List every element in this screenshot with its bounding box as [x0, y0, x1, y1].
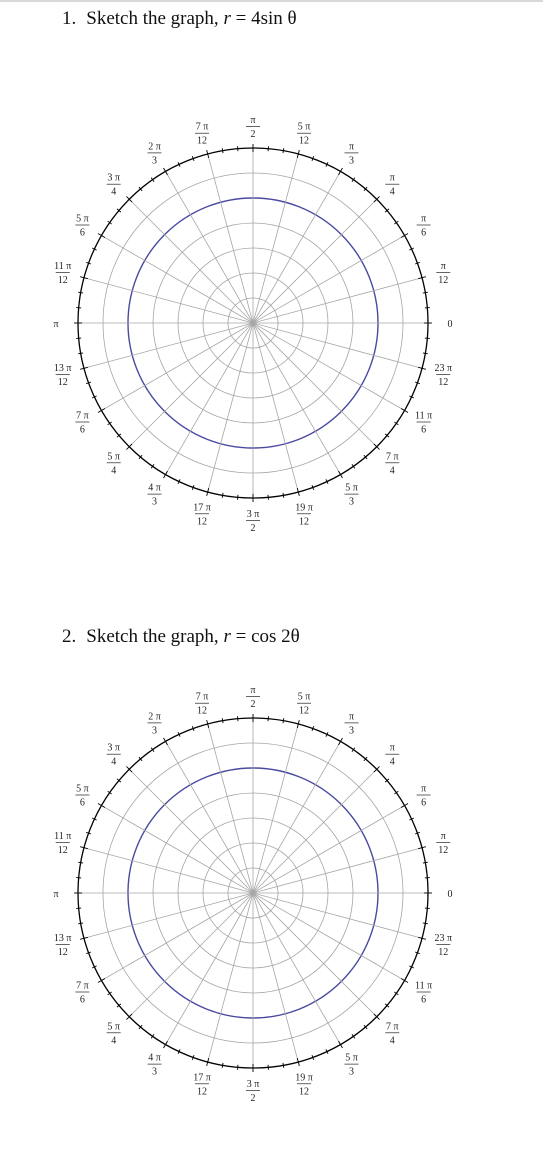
angle-label-numerator: 5 π [297, 691, 311, 703]
angle-label [75, 411, 89, 436]
outer-tick [401, 979, 408, 983]
angle-label [417, 784, 431, 809]
angle-label-denominator: 4 [111, 756, 117, 768]
outer-tick [164, 168, 168, 175]
angle-label-denominator: 12 [438, 946, 449, 958]
grid-spoke [253, 769, 377, 893]
angle-label-numerator: 7 π [195, 691, 209, 703]
outer-tick [78, 353, 83, 354]
grid-spoke [129, 769, 253, 893]
outer-tick [423, 292, 428, 293]
outer-tick [283, 718, 284, 723]
outer-tick [423, 862, 428, 863]
angle-label-denominator: 3 [152, 155, 157, 167]
angle-label-denominator: 12 [298, 705, 309, 717]
angle-label [54, 261, 71, 286]
outer-tick [222, 148, 223, 153]
angle-label-numerator: 13 π [53, 932, 72, 944]
outer-tick [401, 804, 408, 808]
angle-label-text: 0 [447, 319, 453, 330]
grid-spoke [84, 893, 253, 938]
grid-spoke [208, 724, 253, 893]
grid-spoke [253, 323, 377, 447]
angle-label [385, 451, 399, 476]
angle-label-denominator: 4 [111, 465, 117, 477]
angle-label-denominator: 4 [389, 465, 395, 477]
outer-tick [78, 923, 83, 924]
angle-label [415, 411, 432, 436]
angle-label-denominator: 2 [250, 1093, 256, 1104]
angle-label [246, 685, 260, 710]
grid-spoke [84, 278, 253, 323]
angle-label [385, 743, 399, 768]
angle-label-numerator: 5 π [345, 482, 358, 494]
angle-label [193, 502, 211, 527]
angle-label-denominator: 4 [389, 186, 395, 198]
angle-label-text: π [53, 889, 59, 900]
angle-label [107, 743, 121, 768]
outer-tick [98, 234, 105, 238]
outer-tick [98, 979, 105, 983]
angle-label-numerator: 5 π [345, 1052, 358, 1064]
outer-tick [164, 1041, 168, 1048]
angle-label-numerator: 3 π [107, 742, 120, 754]
angle-label-numerator: 5 π [107, 451, 120, 463]
outer-tick [222, 493, 223, 498]
angle-label-numerator: 3 π [107, 172, 120, 184]
angle-label-numerator: 5 π [76, 213, 89, 225]
angle-label-numerator: 4 π [148, 482, 161, 494]
outer-tick [78, 862, 83, 863]
grid-spoke [166, 741, 254, 893]
grid-spoke [101, 806, 253, 894]
angle-label-denominator: 12 [57, 946, 68, 958]
angle-label-denominator: 2 [250, 523, 256, 534]
grid-spoke [166, 171, 254, 323]
angle-label [54, 831, 71, 856]
angle-label-numerator: π [389, 172, 395, 184]
outer-tick [423, 923, 428, 924]
angle-label [148, 141, 162, 166]
problem-prefix: Sketch the graph, [86, 8, 219, 29]
equation-expression: cos 2θ [251, 626, 300, 647]
angle-label-denominator: 12 [438, 376, 449, 388]
angle-label [195, 122, 209, 147]
outer-tick [283, 148, 284, 153]
outer-tick [164, 471, 168, 478]
angle-label-denominator: 12 [298, 516, 309, 528]
angle-label-text: 0 [447, 889, 453, 900]
angle-label-denominator: 3 [152, 725, 157, 737]
angle-label-denominator: 4 [111, 1035, 117, 1047]
grid-spoke [208, 323, 253, 492]
outer-tick [222, 1063, 223, 1068]
outer-tick [339, 738, 343, 745]
angle-label [107, 173, 121, 198]
outer-tick [339, 168, 343, 175]
angle-label [148, 711, 162, 736]
angle-label-numerator: 11 π [54, 831, 72, 843]
angle-label-denominator: 12 [197, 135, 208, 147]
outer-tick [401, 234, 408, 238]
equation-variable: r [223, 626, 231, 647]
grid-spoke [253, 323, 341, 475]
problem-prefix: Sketch the graph, [86, 626, 219, 647]
grid-spoke [166, 323, 254, 475]
angle-label-numerator: 4 π [148, 1052, 161, 1064]
angle-label [436, 261, 450, 286]
angle-label-denominator: 6 [79, 424, 85, 436]
outer-tick [423, 353, 428, 354]
angle-label-numerator: 2 π [148, 141, 161, 153]
problem-number: 2. [62, 626, 77, 647]
angle-label [435, 933, 453, 958]
angle-label-numerator: 11 π [54, 261, 72, 273]
angle-label [246, 115, 260, 140]
grid-spoke [101, 236, 253, 324]
angle-label-denominator: 3 [349, 496, 354, 508]
angle-label [295, 502, 313, 527]
angle-label-denominator: 12 [197, 705, 208, 717]
angle-label-denominator: 3 [349, 725, 354, 737]
angle-label-denominator: 12 [197, 1086, 208, 1098]
angle-label-denominator: 4 [389, 1035, 395, 1047]
angle-label [75, 214, 89, 239]
angle-label-numerator: 11 π [415, 980, 433, 992]
grid-spoke [253, 323, 405, 411]
angle-label [345, 483, 359, 508]
angle-label [54, 933, 72, 958]
grid-spoke [129, 323, 253, 447]
angle-label-denominator: 12 [57, 275, 68, 287]
grid-spoke [253, 741, 341, 893]
angle-label-denominator: 12 [298, 1086, 309, 1098]
grid-spoke [253, 893, 341, 1045]
angle-label [345, 141, 359, 166]
grid-spoke [253, 323, 298, 492]
outer-tick [78, 292, 83, 293]
angle-label-numerator: π [389, 742, 395, 754]
angle-label [385, 173, 399, 198]
angle-label-denominator: 12 [197, 516, 208, 528]
angle-label-denominator: 3 [152, 496, 157, 508]
grid-spoke [253, 236, 405, 324]
angle-label-denominator: 6 [421, 227, 427, 239]
outer-tick [401, 409, 408, 413]
angle-label [53, 889, 58, 900]
angle-label-denominator: 6 [79, 994, 85, 1006]
angle-label-denominator: 3 [152, 1066, 157, 1078]
angle-label [54, 363, 72, 388]
polar-grid-1 [0, 0, 543, 580]
grid-spoke [253, 848, 422, 893]
grid-spoke [84, 323, 253, 368]
angle-label-numerator: 11 π [415, 410, 433, 422]
polar-grid-2 [0, 580, 543, 1160]
grid-spoke [101, 323, 253, 411]
problem-number: 1. [62, 8, 77, 29]
equation-equals: = [235, 626, 247, 647]
outer-tick [339, 1041, 343, 1048]
outer-tick [98, 409, 105, 413]
angle-label [385, 1021, 399, 1046]
angle-label-denominator: 4 [389, 756, 395, 768]
angle-label [448, 889, 453, 900]
angle-label [148, 1053, 162, 1078]
equation-variable: r [223, 8, 231, 29]
outer-tick [164, 738, 168, 745]
grid-spoke [166, 893, 254, 1045]
angle-label [417, 214, 431, 239]
angle-label [246, 1079, 260, 1104]
grid-spoke [208, 154, 253, 323]
angle-label-denominator: 2 [250, 699, 256, 710]
angle-label [436, 831, 450, 856]
angle-label-denominator: 2 [250, 129, 256, 140]
grid-spoke [253, 893, 377, 1017]
grid-spoke [253, 323, 422, 368]
grid-spoke [101, 893, 253, 981]
grid-spoke [253, 154, 298, 323]
angle-label [297, 692, 311, 717]
angle-label-numerator: 2 π [148, 711, 161, 723]
angle-label-denominator: 4 [111, 186, 117, 198]
angle-label-numerator: 19 π [295, 502, 313, 514]
angle-label-denominator: 6 [421, 994, 427, 1006]
angle-label [435, 363, 453, 388]
angle-label-text: π [53, 319, 59, 330]
outer-tick [98, 804, 105, 808]
outer-tick [339, 471, 343, 478]
equation-equals: = [235, 8, 247, 29]
outer-tick [283, 1063, 284, 1068]
angle-label [75, 981, 89, 1006]
angle-label-numerator: 5 π [297, 121, 311, 133]
grid-spoke [253, 278, 422, 323]
angle-label-numerator: 7 π [386, 451, 399, 463]
angle-label [53, 319, 58, 330]
angle-label [193, 1072, 211, 1097]
angle-label-numerator: 7 π [76, 980, 89, 992]
angle-label [345, 1053, 359, 1078]
angle-label-numerator: π [421, 783, 427, 795]
outer-tick [222, 718, 223, 723]
angle-label-numerator: 7 π [195, 121, 209, 133]
grid-spoke [253, 171, 341, 323]
angle-label [107, 1021, 121, 1046]
angle-label-numerator: 23 π [434, 932, 453, 944]
angle-label-denominator: 6 [79, 227, 85, 239]
angle-label-denominator: 3 [349, 1066, 354, 1078]
outer-tick [283, 493, 284, 498]
angle-label-numerator: 7 π [76, 410, 89, 422]
grid-spoke [253, 893, 422, 938]
angle-label [295, 1072, 313, 1097]
angle-label-denominator: 12 [438, 845, 449, 857]
angle-label-numerator: π [440, 261, 446, 273]
angle-label [75, 784, 89, 809]
angle-label [148, 483, 162, 508]
angle-label-numerator: 23 π [434, 362, 453, 374]
grid-spoke [129, 893, 253, 1017]
angle-label [415, 981, 432, 1006]
angle-label-denominator: 12 [57, 845, 68, 857]
angle-label-numerator: 13 π [53, 362, 72, 374]
equation-expression: 4sin θ [251, 8, 297, 29]
angle-label-numerator: π [250, 685, 256, 696]
angle-label-numerator: 19 π [295, 1072, 313, 1084]
angle-label-numerator: π [421, 213, 427, 225]
grid-spoke [253, 199, 377, 323]
angle-label-numerator: 17 π [193, 1072, 211, 1084]
angle-label-numerator: 3 π [246, 1079, 260, 1090]
angle-label-denominator: 6 [79, 797, 85, 809]
angle-label-numerator: 5 π [76, 783, 89, 795]
angle-label-numerator: π [250, 115, 256, 126]
angle-label-denominator: 6 [421, 797, 427, 809]
angle-label [297, 122, 311, 147]
angle-label [107, 451, 121, 476]
angle-label-numerator: 7 π [386, 1021, 399, 1033]
angle-label-numerator: 17 π [193, 502, 211, 514]
angle-label-denominator: 3 [349, 155, 354, 167]
angle-label-denominator: 12 [298, 135, 309, 147]
angle-label-numerator: 3 π [246, 509, 260, 520]
grid-spoke [253, 806, 405, 894]
angle-label-denominator: 12 [438, 275, 449, 287]
angle-label [246, 509, 260, 534]
angle-label [195, 692, 209, 717]
grid-spoke [129, 199, 253, 323]
grid-spoke [253, 724, 298, 893]
angle-label-numerator: π [348, 711, 355, 723]
angle-label-numerator: π [440, 831, 446, 843]
grid-spoke [253, 893, 298, 1062]
angle-label-denominator: 12 [57, 376, 68, 388]
angle-label [448, 319, 453, 330]
angle-label-numerator: π [348, 141, 355, 153]
angle-label-denominator: 6 [421, 424, 427, 436]
angle-label-numerator: 5 π [107, 1021, 120, 1033]
grid-spoke [84, 848, 253, 893]
grid-spoke [208, 893, 253, 1062]
angle-label [345, 711, 359, 736]
grid-spoke [253, 893, 405, 981]
